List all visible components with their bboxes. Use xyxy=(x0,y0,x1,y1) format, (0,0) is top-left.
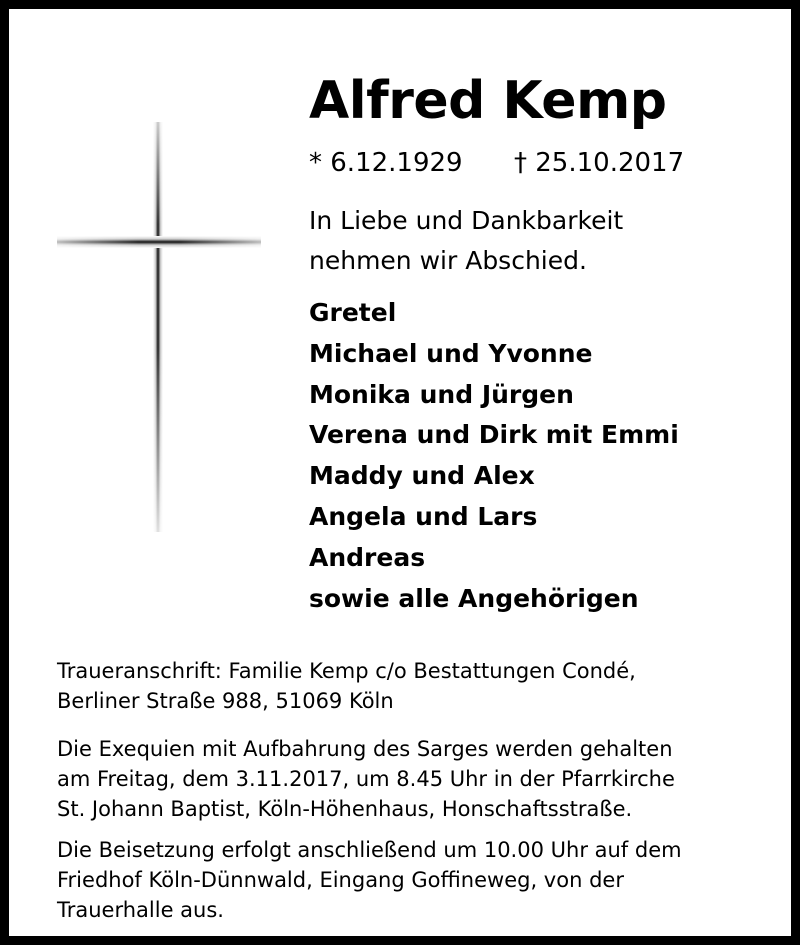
death-date: † 25.10.2017 xyxy=(514,148,685,178)
mourner-entry: Monika und Jürgen xyxy=(309,379,574,409)
mourner-entry: Michael und Yvonne xyxy=(309,338,593,368)
mourner-entry: Andreas xyxy=(309,542,426,572)
birth-date: * 6.12.1929 xyxy=(309,148,463,178)
address-line: Traueranschrift: Familie Kemp c/o Bestattungen Condé, xyxy=(57,659,636,683)
burial-line: Friedhof Köln-Dünnwald, Eingang Goffineweg, von der xyxy=(57,868,624,892)
intro-line: nehmen wir Abschied. xyxy=(309,246,587,275)
intro-text xyxy=(309,201,623,281)
burial-line: Trauerhalle aus. xyxy=(57,898,224,922)
cross-vertical-beam xyxy=(153,122,163,532)
address-line: Berliner Straße 988, 51069 Köln xyxy=(57,689,394,713)
mourner-entry: sowie alle Angehörigen xyxy=(309,583,639,613)
mourner-entry: Gretel xyxy=(309,298,397,327)
mourning-address xyxy=(57,656,636,716)
intro-line: In Liebe und Dankbarkeit xyxy=(309,206,624,235)
service-line: Die Exequien mit Aufbahrung des Sarges werden gehalten xyxy=(57,737,673,761)
mourner-entry: Maddy und Alex xyxy=(309,461,535,491)
service-line: am Freitag, dem 3.11.2017, um 8.45 Uhr in der Pfarrkirche xyxy=(57,767,675,791)
burial-info xyxy=(57,835,682,925)
mourners-list xyxy=(309,293,679,619)
burial-line: Die Beisetzung erfolgt anschließend um 10.00 Uhr auf dem xyxy=(57,838,682,862)
funeral-service-info xyxy=(57,734,675,824)
mourner-entry: Angela und Lars xyxy=(309,501,538,531)
service-line: St. Johann Baptist, Köln-Höhenhaus, Honschaftsstraße. xyxy=(57,797,633,821)
deceased-name: Alfred Kemp xyxy=(309,71,667,131)
mourner-entry: Verena und Dirk mit Emmi xyxy=(309,420,679,450)
cross-horizontal-beam xyxy=(57,236,261,248)
